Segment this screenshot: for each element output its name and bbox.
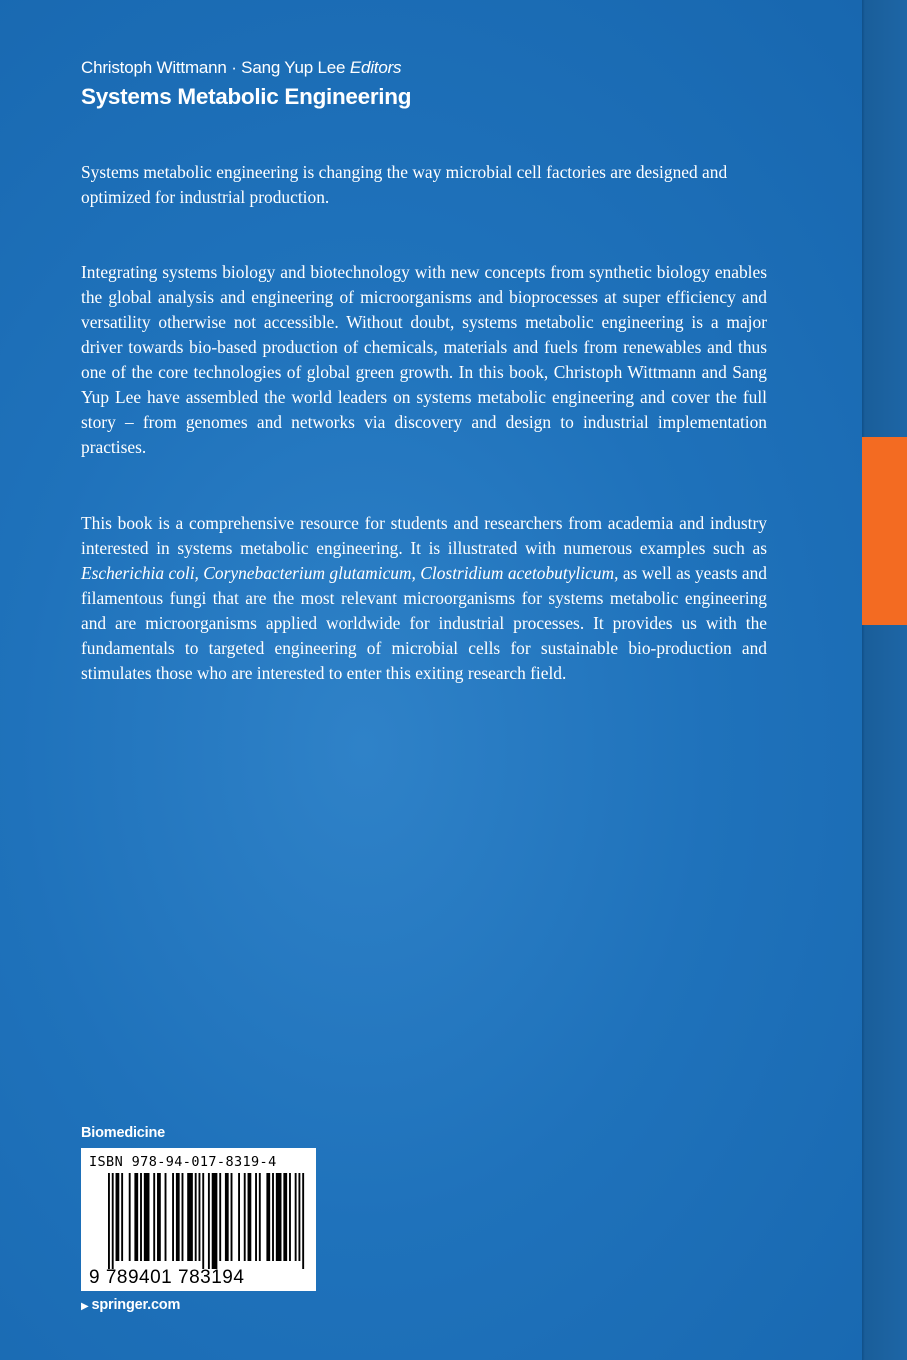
barcode-bar: [112, 1173, 114, 1269]
spine-orange-band: [862, 437, 907, 625]
editors-line: [81, 58, 401, 78]
barcode-bar: [157, 1173, 161, 1261]
audience-paragraph: [81, 511, 767, 686]
barcode-bar: [165, 1173, 167, 1261]
barcode-bar: [176, 1173, 180, 1261]
audience-text-end: , as well as yeasts and filamentous fungi that are the most relevant microorganisms for systems metabolic engineering and are microorganisms applied worldwide for industrial processes. It provides us with the fundamentals to targeted engineering of microbial cells for sustainable bio-production and stimulates those who are interested to enter this exiting research field.: [81, 563, 767, 683]
barcode-bar: [219, 1173, 221, 1261]
barcode-bar: [144, 1173, 150, 1261]
barcode-bars: [108, 1173, 306, 1269]
barcode-bar: [202, 1173, 204, 1269]
barcode-bar: [266, 1173, 270, 1261]
barcode-bar: [199, 1173, 201, 1261]
barcode-bar: [231, 1173, 233, 1261]
description-paragraph: Integrating systems biology and biotechnology with new concepts from synthetic biology enables the global analysis and engineering of microorganisms and bioprocesses at super efficiency and versatility otherwise not accessible. Without doubt, systems metabolic engineering is a major driver towards bio-based production of chemicals, materials and fuels from renewables and thus one of the core technologies of global green growth. In this book, Christoph Wittmann and Sang Yup Lee have assembled the world leaders on systems metabolic engineering and cover the full story – from genomes and networks via discovery and design to industrial implementation practises.: [81, 262, 767, 457]
barcode-bar: [195, 1173, 197, 1261]
barcode-bar: [225, 1173, 229, 1261]
barcode-bar: [140, 1173, 142, 1261]
subject-category: Biomedicine: [81, 1125, 166, 1141]
barcode-bar: [259, 1173, 261, 1261]
barcode-bar: [108, 1173, 110, 1269]
barcode-digits: 9 789401 783194: [89, 1267, 245, 1288]
barcode-bar: [302, 1173, 304, 1269]
barcode-bar: [153, 1173, 155, 1261]
barcode-bar: [255, 1173, 257, 1261]
barcode-bar: [212, 1173, 218, 1269]
intro-paragraph: Systems metabolic engineering is changing the way microbial cell factories are designed and optimized for industrial production.: [81, 162, 728, 207]
barcode-bar: [129, 1173, 131, 1261]
barcode-bar: [298, 1173, 300, 1261]
editors-role: Editors: [349, 58, 402, 77]
barcode-bar: [289, 1173, 291, 1261]
barcode-bar: [272, 1173, 274, 1261]
isbn-label: ISBN 978-94-017-8319-4: [89, 1154, 277, 1170]
barcode-bar: [187, 1173, 193, 1261]
barcode-bar: [244, 1173, 246, 1261]
triangle-right-icon: ▶: [81, 1301, 89, 1312]
barcode-bar: [134, 1173, 138, 1261]
barcode-bar: [295, 1173, 297, 1261]
barcode-bar: [238, 1173, 240, 1261]
barcode-bar: [276, 1173, 282, 1261]
barcode-bar: [116, 1173, 120, 1261]
barcode-bar: [283, 1173, 287, 1261]
website-text: springer.com: [91, 1297, 181, 1313]
audience-text-start: This book is a comprehensive resource for students and researchers from academia and industry interested in systems metabolic engineering. It is illustrated with numerous examples such as: [81, 513, 767, 558]
species-names: Escherichia coli, Corynebacterium glutamicum, Clostridium acetobutylicum: [81, 563, 615, 583]
isbn-barcode: [81, 1148, 316, 1291]
barcode-bar: [172, 1173, 174, 1261]
barcode-bar: [182, 1173, 184, 1261]
barcode-bar: [121, 1173, 123, 1261]
editors-names: Christoph Wittmann · Sang Yup Lee: [81, 58, 346, 77]
book-spine: [862, 0, 907, 1360]
book-title: Systems Metabolic Engineering: [81, 84, 412, 109]
publisher-website[interactable]: [81, 1297, 180, 1313]
barcode-bar: [208, 1173, 210, 1269]
barcode-bar: [248, 1173, 252, 1261]
